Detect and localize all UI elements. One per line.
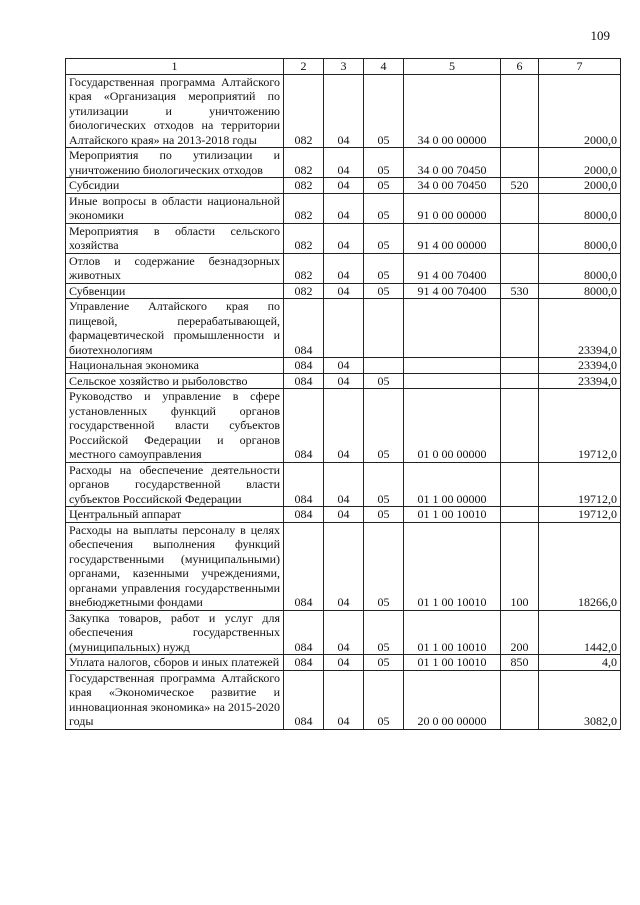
row-section: 04 <box>324 148 364 178</box>
table-row <box>66 670 621 729</box>
row-admin-code: 084 <box>284 389 324 463</box>
table-row <box>66 389 621 463</box>
header-col-6: 6 <box>501 59 539 75</box>
row-amount: 23394,0 <box>539 358 621 374</box>
table-header <box>66 59 621 75</box>
row-subsection: 05 <box>364 670 404 729</box>
row-target-article <box>404 373 501 389</box>
row-section: 04 <box>324 223 364 253</box>
row-target-article: 20 0 00 00000 <box>404 670 501 729</box>
row-name: Государственная программа Алтайского края «Экономическое развитие и инновационная экономика» на 2015-2020 годы <box>66 670 284 729</box>
row-subsection: 05 <box>364 462 404 507</box>
row-target-article: 91 4 00 70400 <box>404 253 501 283</box>
row-target-article <box>404 299 501 358</box>
row-name: Уплата налогов, сборов и иных платежей <box>66 655 284 671</box>
row-amount: 23394,0 <box>539 373 621 389</box>
row-target-article: 01 1 00 10010 <box>404 522 501 610</box>
row-name: Субсидии <box>66 178 284 194</box>
row-name: Расходы на обеспечение деятельности органов государственной власти субъектов Российской Федерации <box>66 462 284 507</box>
table-row <box>66 223 621 253</box>
row-admin-code: 084 <box>284 299 324 358</box>
row-expense-type: 520 <box>501 178 539 194</box>
row-target-article: 34 0 00 70450 <box>404 178 501 194</box>
row-amount: 2000,0 <box>539 178 621 194</box>
row-admin-code: 082 <box>284 283 324 299</box>
row-expense-type <box>501 148 539 178</box>
row-name: Национальная экономика <box>66 358 284 374</box>
row-name: Сельское хозяйство и рыболовство <box>66 373 284 389</box>
row-section: 04 <box>324 670 364 729</box>
row-subsection: 05 <box>364 193 404 223</box>
row-amount: 2000,0 <box>539 74 621 148</box>
row-amount: 4,0 <box>539 655 621 671</box>
row-admin-code: 082 <box>284 193 324 223</box>
row-subsection: 05 <box>364 610 404 655</box>
row-expense-type: 200 <box>501 610 539 655</box>
row-admin-code: 082 <box>284 74 324 148</box>
row-name: Государственная программа Алтайского края «Организация мероприятий по утилизации и уничтожению биологических отходов на территории Алтайского края» на 2013-2018 годы <box>66 74 284 148</box>
row-subsection: 05 <box>364 74 404 148</box>
row-amount: 18266,0 <box>539 522 621 610</box>
table-row <box>66 283 621 299</box>
row-admin-code: 084 <box>284 610 324 655</box>
table-body <box>66 74 621 729</box>
row-name: Центральный аппарат <box>66 507 284 523</box>
header-col-1: 1 <box>66 59 284 75</box>
row-admin-code: 082 <box>284 148 324 178</box>
row-subsection: 05 <box>364 283 404 299</box>
row-expense-type <box>501 223 539 253</box>
table-row <box>66 522 621 610</box>
row-amount: 8000,0 <box>539 253 621 283</box>
table-row <box>66 299 621 358</box>
row-section: 04 <box>324 253 364 283</box>
row-section: 04 <box>324 389 364 463</box>
row-expense-type <box>501 74 539 148</box>
header-row <box>66 59 621 75</box>
row-admin-code: 084 <box>284 507 324 523</box>
header-col-7: 7 <box>539 59 621 75</box>
row-name: Отлов и содержание безнадзорных животных <box>66 253 284 283</box>
row-amount: 23394,0 <box>539 299 621 358</box>
table-row <box>66 193 621 223</box>
row-subsection: 05 <box>364 522 404 610</box>
row-admin-code: 082 <box>284 253 324 283</box>
row-subsection <box>364 358 404 374</box>
row-section: 04 <box>324 178 364 194</box>
row-admin-code: 084 <box>284 655 324 671</box>
row-amount: 8000,0 <box>539 223 621 253</box>
row-name: Руководство и управление в сфере установленных функций органов государственной власти субъектов Российской Федерации и органов местного самоуправления <box>66 389 284 463</box>
row-section: 04 <box>324 610 364 655</box>
row-expense-type <box>501 389 539 463</box>
row-admin-code: 082 <box>284 223 324 253</box>
row-expense-type <box>501 373 539 389</box>
row-section: 04 <box>324 507 364 523</box>
row-section: 04 <box>324 283 364 299</box>
table-row <box>66 178 621 194</box>
row-expense-type <box>501 507 539 523</box>
row-target-article: 91 4 00 00000 <box>404 223 501 253</box>
row-subsection: 05 <box>364 389 404 463</box>
row-target-article: 34 0 00 00000 <box>404 74 501 148</box>
row-section: 04 <box>324 358 364 374</box>
table-row <box>66 373 621 389</box>
row-section <box>324 299 364 358</box>
row-target-article: 01 1 00 10010 <box>404 610 501 655</box>
header-col-3: 3 <box>324 59 364 75</box>
row-subsection: 05 <box>364 655 404 671</box>
row-expense-type: 530 <box>501 283 539 299</box>
row-name: Закупка товаров, работ и услуг для обеспечения государственных (муниципальных) нужд <box>66 610 284 655</box>
row-section: 04 <box>324 522 364 610</box>
row-name: Управление Алтайского края по пищевой, перерабатывающей, фармацевтической промышленности и биотехнологиям <box>66 299 284 358</box>
table-row <box>66 610 621 655</box>
row-subsection <box>364 299 404 358</box>
table-row <box>66 655 621 671</box>
row-subsection: 05 <box>364 223 404 253</box>
row-name: Иные вопросы в области национальной экономики <box>66 193 284 223</box>
row-subsection: 05 <box>364 507 404 523</box>
row-subsection: 05 <box>364 148 404 178</box>
row-subsection: 05 <box>364 178 404 194</box>
row-expense-type <box>501 299 539 358</box>
row-section: 04 <box>324 373 364 389</box>
row-amount: 1442,0 <box>539 610 621 655</box>
row-target-article: 01 1 00 00000 <box>404 462 501 507</box>
row-amount: 2000,0 <box>539 148 621 178</box>
table-row <box>66 462 621 507</box>
row-expense-type <box>501 670 539 729</box>
row-amount: 19712,0 <box>539 389 621 463</box>
row-admin-code: 084 <box>284 522 324 610</box>
row-subsection: 05 <box>364 253 404 283</box>
row-target-article: 91 4 00 70400 <box>404 283 501 299</box>
table-row <box>66 358 621 374</box>
budget-table <box>65 58 621 730</box>
row-amount: 3082,0 <box>539 670 621 729</box>
table-row <box>66 74 621 148</box>
row-name: Субвенции <box>66 283 284 299</box>
table-row <box>66 148 621 178</box>
header-col-2: 2 <box>284 59 324 75</box>
header-col-5: 5 <box>404 59 501 75</box>
row-target-article: 01 0 00 00000 <box>404 389 501 463</box>
row-section: 04 <box>324 193 364 223</box>
row-admin-code: 084 <box>284 670 324 729</box>
row-admin-code: 084 <box>284 373 324 389</box>
row-expense-type <box>501 193 539 223</box>
row-target-article: 91 0 00 00000 <box>404 193 501 223</box>
row-target-article <box>404 358 501 374</box>
row-expense-type: 100 <box>501 522 539 610</box>
row-section: 04 <box>324 655 364 671</box>
row-target-article: 01 1 00 10010 <box>404 655 501 671</box>
row-expense-type <box>501 253 539 283</box>
row-name: Мероприятия в области сельского хозяйства <box>66 223 284 253</box>
page-number: 109 <box>590 28 610 43</box>
row-target-article: 01 1 00 10010 <box>404 507 501 523</box>
row-expense-type <box>501 462 539 507</box>
row-name: Мероприятия по утилизации и уничтожению биологических отходов <box>66 148 284 178</box>
table-row <box>66 253 621 283</box>
row-name: Расходы на выплаты персоналу в целях обеспечения выполнения функций государственными (муниципальными) органами, казенными учреждениями, органами управления государственными внебюджетными фондами <box>66 522 284 610</box>
table-row <box>66 507 621 523</box>
row-admin-code: 082 <box>284 178 324 194</box>
row-target-article: 34 0 00 70450 <box>404 148 501 178</box>
row-admin-code: 084 <box>284 358 324 374</box>
row-expense-type <box>501 358 539 374</box>
header-col-4: 4 <box>364 59 404 75</box>
row-admin-code: 084 <box>284 462 324 507</box>
row-amount: 8000,0 <box>539 193 621 223</box>
row-amount: 19712,0 <box>539 507 621 523</box>
row-amount: 19712,0 <box>539 462 621 507</box>
row-subsection: 05 <box>364 373 404 389</box>
row-expense-type: 850 <box>501 655 539 671</box>
row-amount: 8000,0 <box>539 283 621 299</box>
row-section: 04 <box>324 74 364 148</box>
row-section: 04 <box>324 462 364 507</box>
